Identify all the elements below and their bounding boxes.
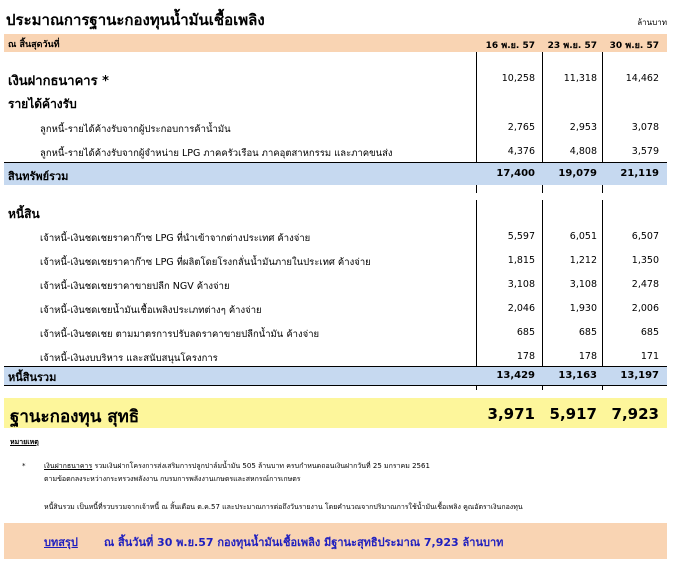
value: 10,258	[501, 73, 535, 84]
value: 13,163	[558, 370, 597, 381]
value: 4,808	[569, 146, 597, 157]
row-label: เจ้าหนี้-เงินชดเชยน้ำมันเชื้อเพลิงประเภทต่างๆ ค้างจ่าย	[40, 305, 262, 316]
value: 11,318	[563, 73, 597, 84]
notes-heading: หมายเหตุ	[10, 438, 39, 446]
value: 1,930	[569, 303, 597, 314]
value: 6,507	[631, 231, 659, 242]
value: 3,108	[569, 279, 597, 290]
date-col-1: 16 พ.ย. 57	[485, 41, 535, 51]
note-1-term: เงินฝากธนาคาร	[44, 462, 93, 470]
total-liabilities-label: หนี้สินรวม	[8, 371, 57, 384]
row-label: เจ้าหนี้-เงินงบบริหาร และสนับสนุนโครงการ	[40, 353, 218, 364]
note-2: หนี้สินรวม เป็นหนี้ที่รวบรวมจากเจ้าหนี้ ณ สิ้นเดือน ต.ค.57 และประมาณการต่อถึงวันรายงาน โดยคำนวณจากปริมาณการใช้น้ำมันเชื้อเพลิง คูณอัตราเงินกองทุน	[44, 503, 523, 511]
value: 178	[516, 351, 535, 362]
total-assets-row	[4, 162, 667, 185]
note-1-text: รวมเงินฝากโครงการส่งเสริมการปลูกปาล์มน้ำมัน 505 ล้านบาท ครบกำหนดถอนเงินฝากวันที่ 25 มกราคม 2561	[92, 462, 430, 470]
row-label: ลูกหนี้-รายได้ค้างรับจากผู้จำหน่าย LPG ภาคครัวเรือน ภาคอุตสาหกรรม และภาคขนส่ง	[40, 148, 393, 159]
date-col-2: 23 พ.ย. 57	[547, 41, 597, 51]
value: 685	[516, 327, 535, 338]
value: 685	[578, 327, 597, 338]
value: 3,108	[507, 279, 535, 290]
date-col-3: 30 พ.ย. 57	[609, 41, 659, 51]
unit-label: ล้านบาท	[637, 18, 667, 27]
net-position-row	[4, 398, 667, 428]
summary-box	[4, 523, 667, 559]
net-position-label: ฐานะกองทุน สุทธิ	[10, 407, 140, 427]
row-label: เจ้าหนี้-เงินชดเชย ตามมาตรการปรับลดราคาขายปลีกน้ำมัน ค้างจ่าย	[40, 329, 320, 340]
value: 7,923	[611, 405, 659, 423]
value: 2,765	[507, 122, 535, 133]
value: 13,197	[620, 370, 659, 381]
value: 3,078	[631, 122, 659, 133]
value: 5,917	[549, 405, 597, 423]
value: 178	[578, 351, 597, 362]
value: 1,815	[507, 255, 535, 266]
value: 2,046	[507, 303, 535, 314]
date-header-label: ณ สิ้นสุดวันที่	[8, 40, 60, 50]
total-assets-label: สินทรัพย์รวม	[8, 170, 69, 183]
value: 21,119	[620, 168, 659, 179]
value: 13,429	[496, 370, 535, 381]
value: 17,400	[496, 168, 535, 179]
value: 5,597	[507, 231, 535, 242]
value: 2,953	[569, 122, 597, 133]
note-1-line-2: ตามข้อตกลงระหว่างกระทรวงพลังงาน กบรมการพลังงานเกษตรและสหกรณ์การเกษตร	[44, 475, 301, 483]
value: 2,478	[631, 279, 659, 290]
note-1	[44, 461, 430, 472]
value: 6,051	[569, 231, 597, 242]
value: 3,579	[631, 146, 659, 157]
row-label: เจ้าหนี้-เงินชดเชยราคาก๊าซ LPG ที่ผลิตโดยโรงกลั่นน้ำมันภายในประเทศ ค้างจ่าย	[40, 257, 371, 268]
value: 1,350	[631, 255, 659, 266]
value: 3,971	[487, 405, 535, 423]
value: 1,212	[569, 255, 597, 266]
value: 2,006	[631, 303, 659, 314]
note-marker: *	[22, 462, 26, 470]
value: 19,079	[558, 168, 597, 179]
row-label: เจ้าหนี้-เงินชดเชยราคาขายปลีก NGV ค้างจ่าย	[40, 281, 230, 292]
liabilities-heading: หนี้สิน	[8, 207, 40, 221]
value: 171	[640, 351, 659, 362]
summary-text: ณ สิ้นวันที่ 30 พ.ย.57 กองทุนน้ำมันเชื้อเพลิง มีฐานะสุทธิประมาณ 7,923 ล้านบาท	[104, 536, 504, 549]
summary-label: บทสรุป	[44, 536, 78, 549]
value: 4,376	[507, 146, 535, 157]
value: 685	[640, 327, 659, 338]
row-label: ลูกหนี้-รายได้ค้างรับจากผู้ประกอบการค้าน้ำมัน	[40, 124, 231, 135]
bank-deposit-label: เงินฝากธนาคาร *	[8, 74, 109, 89]
value: 14,462	[625, 73, 659, 84]
receivables-heading: รายได้ค้างรับ	[8, 97, 77, 111]
row-label: เจ้าหนี้-เงินชดเชยราคาก๊าซ LPG ที่นำเข้าจากต่างประเทศ ค้างจ่าย	[40, 233, 311, 244]
total-liabilities-row	[4, 366, 667, 386]
date-header	[4, 34, 667, 52]
page-title: ประมาณการฐานะกองทุนน้ำมันเชื้อเพลิง	[6, 11, 265, 29]
